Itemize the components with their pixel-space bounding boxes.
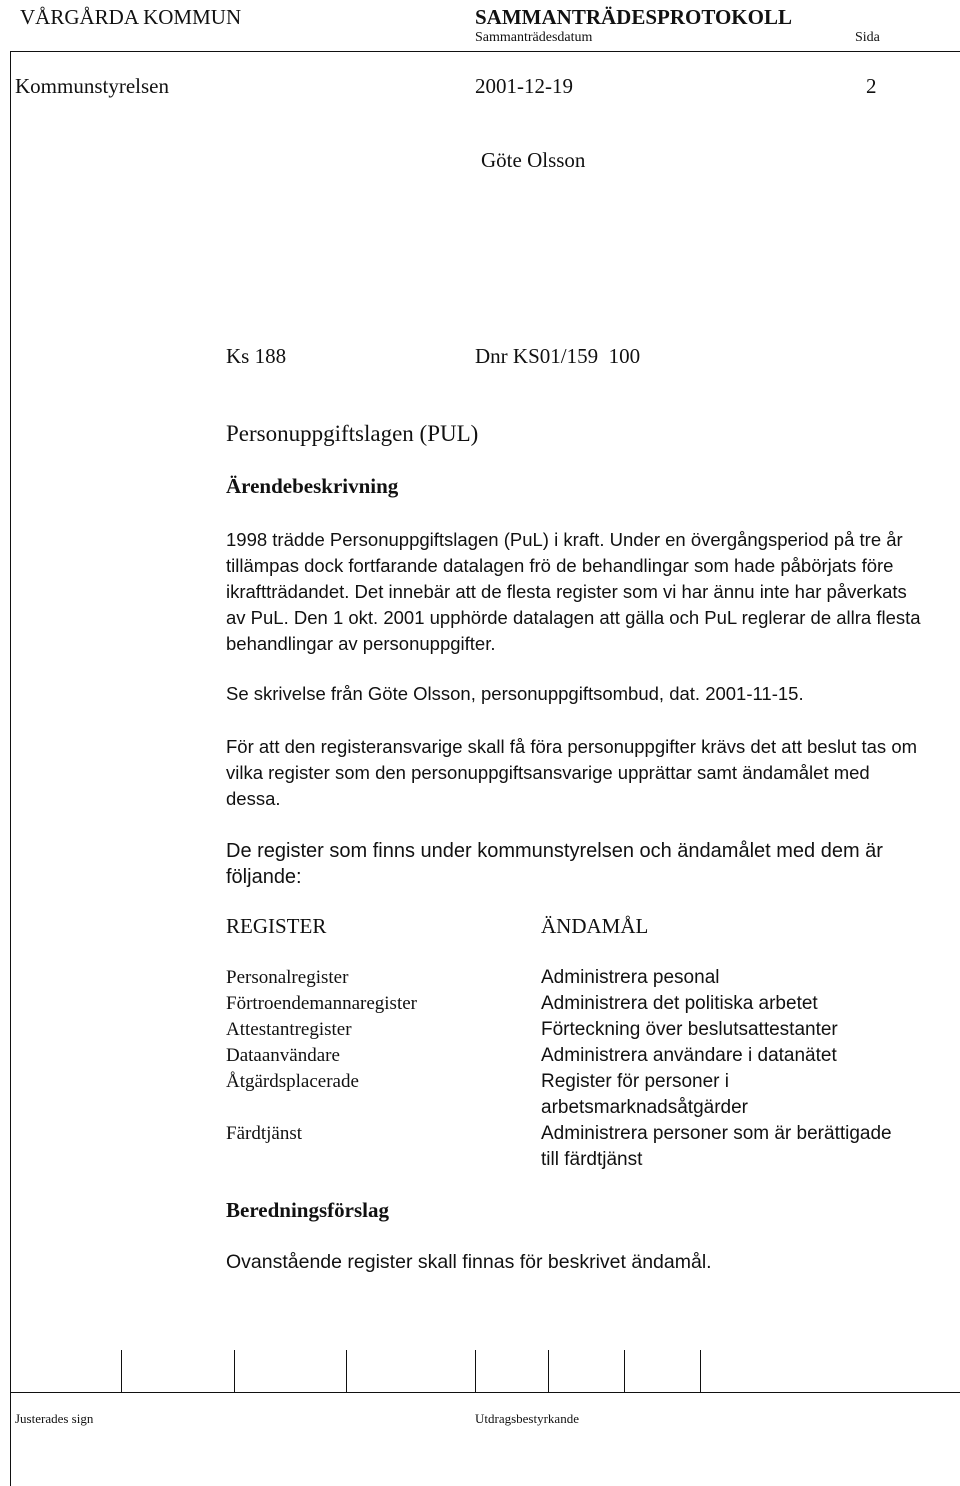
table-row-purpose: Administrera det politiska arbetet [541, 993, 818, 1014]
table-row-purpose: Register för personer i [541, 1071, 729, 1092]
table-row-register: Åtgärdsplacerade [226, 1071, 359, 1092]
footer-certification-label: Utdragsbestyrkande [475, 1411, 579, 1426]
table-row-purpose-cont: arbetsmarknadsåtgärder [541, 1097, 748, 1118]
table-row-register: Förtroendemannaregister [226, 993, 417, 1014]
table-row-register: Färdtjänst [226, 1123, 302, 1144]
paragraph-1-text: 1998 trädde Personuppgiftslagen (PuL) i kraft. Under en övergångsperiod på tre år tillämpas dock fortfarande datalagen frö de behandlingar som hade påbörjats före ikraftträdandet. Det innebär att de flesta register som vi har ännu inte har påverkats av PuL. Den 1 okt. 2001 upphörde datalagen att gälla och PuL reglerar de allra flesta behandlingar av personuppgifter. [226, 529, 921, 654]
table-row-purpose-cont: till färdtjänst [541, 1149, 643, 1170]
footer-tick-1 [121, 1350, 122, 1392]
paragraph-2 [226, 681, 926, 707]
table-row-purpose: Administrera pesonal [541, 967, 720, 988]
case-number: Ks 188 [226, 344, 287, 368]
section-heading-description: Ärendebeskrivning [226, 474, 399, 498]
left-margin-rule [10, 51, 11, 1486]
paragraph-1 [226, 527, 926, 657]
page-label: Sida [855, 30, 880, 45]
table-row-purpose: Förteckning över beslutsattestanter [541, 1019, 838, 1040]
footer-signature-label: Justerades sign [15, 1411, 94, 1426]
diary-number: Dnr KS01/159 100 [475, 344, 641, 368]
footer-tick-4 [475, 1350, 476, 1392]
header-rule [10, 51, 960, 52]
table-row-purpose: Administrera användare i datanätet [541, 1045, 837, 1066]
page-title: Personuppgiftslagen (PUL) [226, 421, 479, 446]
date-label: Sammanträdesdatum [475, 30, 593, 45]
table-row-register: Attestantregister [226, 1019, 352, 1040]
footer-tick-3 [346, 1350, 347, 1392]
table-row-purpose: Administrera personer som är berättigade [541, 1123, 892, 1144]
footer-tick-5 [548, 1350, 549, 1392]
paragraph-4-text: De register som finns under kommunstyrelsen och ändamålet med dem är följande: [226, 840, 883, 888]
proposal-text: Ovanstående register skall finnas för beskrivet ändamål. [226, 1251, 712, 1273]
section-heading-proposal: Beredningsförslag [226, 1198, 389, 1222]
meeting-date: 2001-12-19 [475, 74, 573, 98]
column-header-register: REGISTER [226, 914, 327, 938]
footer-rule [10, 1392, 960, 1393]
author-name: Göte Olsson [481, 148, 586, 172]
page-number: 2 [866, 74, 877, 98]
paragraph-4 [226, 838, 906, 890]
org-name: VÅRGÅRDA KOMMUN [20, 5, 242, 29]
table-row-register: Personalregister [226, 967, 349, 988]
paragraph-3 [226, 734, 926, 812]
table-row-register: Dataanvändare [226, 1045, 340, 1066]
footer-tick-7 [700, 1350, 701, 1392]
footer-tick-6 [624, 1350, 625, 1392]
committee-name: Kommunstyrelsen [15, 74, 169, 98]
column-header-purpose: ÄNDAMÅL [541, 914, 649, 938]
doc-type: SAMMANTRÄDESPROTOKOLL [475, 5, 792, 29]
footer-tick-2 [234, 1350, 235, 1392]
paragraph-2-text: Se skrivelse från Göte Olsson, personuppgiftsombud, dat. 2001-11-15. [226, 683, 804, 704]
paragraph-3-text: För att den registeransvarige skall få föra personuppgifter krävs det att beslut tas om vilka register som den personuppgiftsansvarige upprättar samt ändamålet med dessa. [226, 736, 918, 809]
